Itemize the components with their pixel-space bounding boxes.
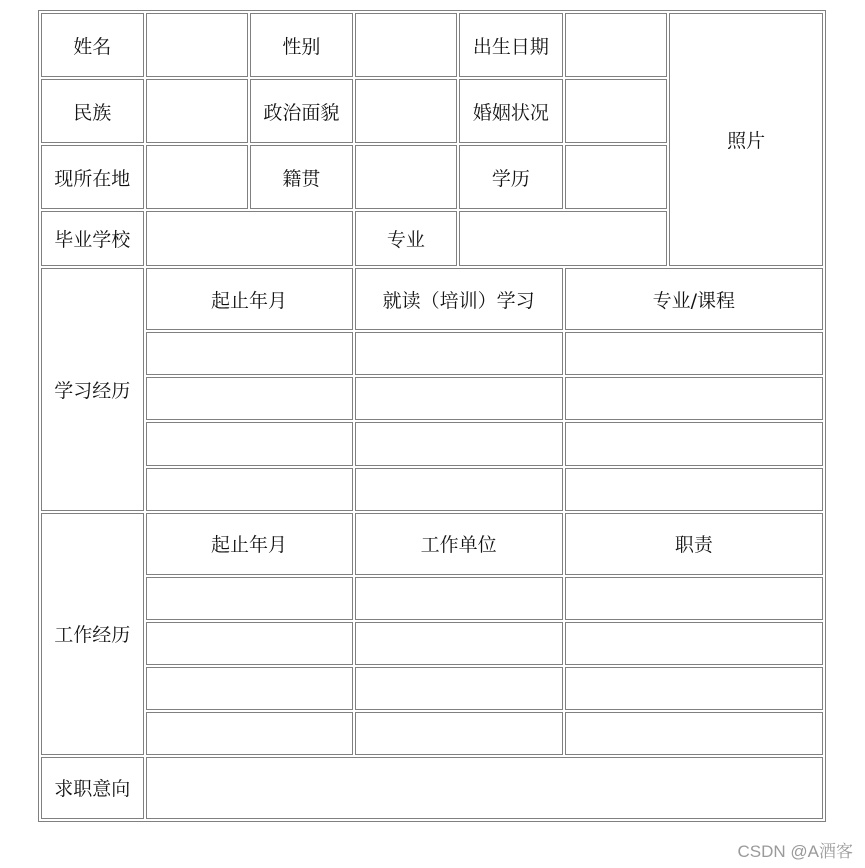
study-institution-cell[interactable] — [355, 377, 563, 420]
study-institution-cell[interactable] — [355, 332, 563, 375]
work-period-cell[interactable] — [146, 667, 353, 710]
study-period-cell[interactable] — [146, 468, 353, 511]
birth-date-value-cell[interactable] — [565, 13, 668, 77]
job-intent-label: 求职意向 — [41, 757, 144, 819]
work-employer-cell[interactable] — [355, 577, 563, 620]
gender-value-cell[interactable] — [355, 13, 458, 77]
work-employer-cell[interactable] — [355, 622, 563, 665]
job-intent-row — [41, 757, 823, 819]
row-name — [41, 13, 823, 77]
work-period-cell[interactable] — [146, 577, 353, 620]
study-major-header: 专业/课程 — [565, 268, 823, 330]
work-header-row — [41, 513, 823, 575]
study-major-cell[interactable] — [565, 332, 823, 375]
study-major-cell[interactable] — [565, 377, 823, 420]
study-header-row — [41, 268, 823, 330]
ethnicity-label: 民族 — [41, 79, 144, 143]
study-institution-cell[interactable] — [355, 422, 563, 465]
ethnicity-value-cell[interactable] — [146, 79, 249, 143]
birth-date-label: 出生日期 — [459, 13, 563, 77]
political-status-label: 政治面貌 — [250, 79, 353, 143]
education-value-cell[interactable] — [565, 145, 668, 209]
school-value-cell[interactable] — [146, 211, 353, 266]
study-major-cell[interactable] — [565, 468, 823, 511]
work-duties-cell[interactable] — [565, 622, 823, 665]
work-history-label: 工作经历 — [41, 513, 144, 755]
location-label: 现所在地 — [41, 145, 144, 209]
marital-status-label: 婚姻状况 — [459, 79, 563, 143]
native-place-value-cell[interactable] — [355, 145, 458, 209]
gender-label: 性别 — [250, 13, 353, 77]
job-intent-value-cell[interactable] — [146, 757, 823, 819]
work-duties-cell[interactable] — [565, 712, 823, 755]
work-period-cell[interactable] — [146, 622, 353, 665]
work-row — [41, 622, 823, 665]
native-place-label: 籍贯 — [250, 145, 353, 209]
work-period-cell[interactable] — [146, 712, 353, 755]
study-period-cell[interactable] — [146, 422, 353, 465]
work-row — [41, 667, 823, 710]
name-value-cell[interactable] — [146, 13, 249, 77]
political-status-value-cell[interactable] — [355, 79, 458, 143]
study-period-cell[interactable] — [146, 332, 353, 375]
work-employer-header: 工作单位 — [355, 513, 563, 575]
education-label: 学历 — [459, 145, 563, 209]
csdn-watermark: CSDN @A酒客 — [737, 842, 853, 861]
work-duties-cell[interactable] — [565, 667, 823, 710]
work-duties-cell[interactable] — [565, 577, 823, 620]
study-row — [41, 422, 823, 465]
study-row — [41, 332, 823, 375]
study-row — [41, 468, 823, 511]
location-value-cell[interactable] — [146, 145, 249, 209]
work-row — [41, 712, 823, 755]
work-period-header: 起止年月 — [146, 513, 353, 575]
study-institution-cell[interactable] — [355, 468, 563, 511]
school-label: 毕业学校 — [41, 211, 144, 266]
resume-form-table — [38, 10, 826, 822]
work-employer-cell[interactable] — [355, 667, 563, 710]
study-period-cell[interactable] — [146, 377, 353, 420]
work-duties-header: 职责 — [565, 513, 823, 575]
work-employer-cell[interactable] — [355, 712, 563, 755]
photo-cell: 照片 — [669, 13, 823, 266]
study-period-header: 起止年月 — [146, 268, 353, 330]
major-value-cell[interactable] — [459, 211, 667, 266]
work-row — [41, 577, 823, 620]
study-row — [41, 377, 823, 420]
study-major-cell[interactable] — [565, 422, 823, 465]
marital-status-value-cell[interactable] — [565, 79, 668, 143]
study-institution-header: 就读（培训）学习 — [355, 268, 563, 330]
major-label: 专业 — [355, 211, 458, 266]
name-label: 姓名 — [41, 13, 144, 77]
study-history-label: 学习经历 — [41, 268, 144, 510]
